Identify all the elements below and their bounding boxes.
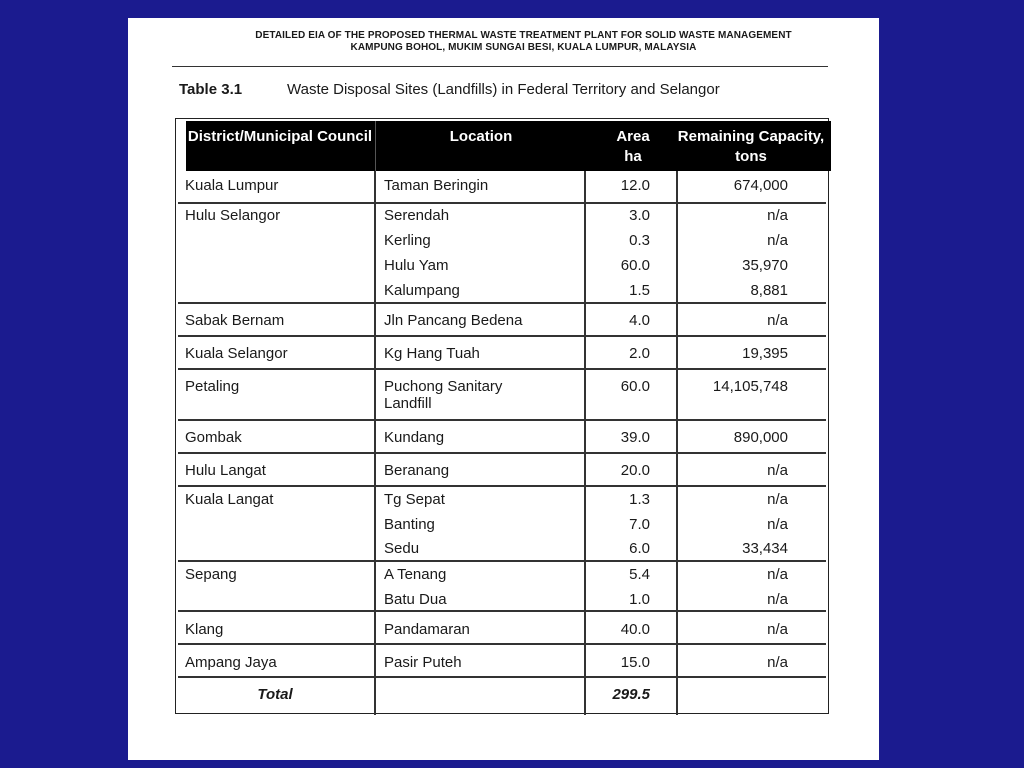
column-header-capacity: Remaining Capacity, tons [677,128,825,165]
location-cell: Kg Hang Tuah [384,345,480,362]
council-cell: Sabak Bernam [185,312,285,329]
location-cell: Kundang [384,429,445,446]
capacity-cell: n/a [767,516,788,533]
row-divider [178,643,826,645]
capacity-cell: n/a [767,232,788,249]
table-title [179,81,720,98]
location-cell: Jln Pancang Bedena [384,312,523,329]
area-cell: 12.0 [620,177,650,194]
council-cell: Kuala Selangor [185,345,288,362]
area-cell: 4.0 [629,312,650,329]
area-cell: 15.0 [620,654,650,671]
area-cell: 1.0 [629,591,650,608]
area-cell: 5.4 [629,566,650,583]
column-header-location: Location [449,128,513,145]
location-cell: Banting [384,516,435,533]
location-cell: Serendah [384,207,450,224]
table-header [186,121,831,171]
area-cell: 1.5 [629,282,650,299]
row-divider [178,485,826,487]
location-cell: Hulu Yam [384,257,449,274]
council-cell: Klang [185,621,224,638]
council-cell: Gombak [185,429,242,446]
capacity-cell: 14,105,748 [712,378,788,395]
location-cell: Puchong Sanitary Landfill [384,378,503,412]
council-cell: Kuala Langat [185,491,274,508]
column-divider [584,171,586,715]
area-cell: 6.0 [629,540,650,557]
column-header-area: Area ha [616,128,650,165]
table-number: Table 3.1 [179,81,243,98]
row-divider [178,302,826,304]
location-cell: A Tenang [384,566,447,583]
report-header-line2: KAMPUNG BOHOL, MUKIM SUNGAI BESI, KUALA LUMPUR, MALAYSIA [350,42,697,53]
document-page [128,18,879,760]
report-header [128,30,879,54]
capacity-cell: n/a [767,591,788,608]
council-cell: Sepang [185,566,237,583]
column-divider [676,171,678,715]
row-divider [178,202,826,204]
area-cell: 60.0 [620,257,650,274]
location-cell: Beranang [384,462,450,479]
capacity-cell: 8,881 [750,282,788,299]
area-cell: 1.3 [629,491,650,508]
capacity-cell: n/a [767,312,788,329]
area-cell: 39.0 [620,429,650,446]
capacity-cell: 890,000 [733,429,788,446]
capacity-cell: 674,000 [733,177,788,194]
header-rule [172,66,828,67]
capacity-cell: n/a [767,491,788,508]
capacity-cell: 19,395 [742,345,788,362]
total-area: 299.5 [612,686,650,703]
table-caption: Waste Disposal Sites (Landfills) in Federal Territory and Selangor [287,81,720,98]
row-divider [178,676,826,678]
area-cell: 3.0 [629,207,650,224]
council-cell: Kuala Lumpur [185,177,279,194]
location-cell: Sedu [384,540,420,557]
area-cell: 7.0 [629,516,650,533]
capacity-cell: n/a [767,207,788,224]
council-cell: Hulu Selangor [185,207,281,224]
area-cell: 2.0 [629,345,650,362]
capacity-cell: n/a [767,566,788,583]
area-cell: 20.0 [620,462,650,479]
row-divider [178,560,826,562]
capacity-cell: n/a [767,654,788,671]
capacity-cell: n/a [767,621,788,638]
capacity-cell: 33,434 [742,540,788,557]
capacity-cell: 35,970 [742,257,788,274]
report-header-line1: DETAILED EIA OF THE PROPOSED THERMAL WASTE TREATMENT PLANT FOR SOLID WASTE MANAGEMENT [255,30,792,41]
row-divider [178,419,826,421]
column-header-council: District/Municipal Council [187,128,373,145]
landfill-table [175,118,829,714]
row-divider [178,452,826,454]
row-divider [178,335,826,337]
location-cell: Pasir Puteh [384,654,462,671]
total-label: Total [257,686,293,703]
council-cell: Hulu Langat [185,462,266,479]
column-divider [374,171,376,715]
location-cell: Kalumpang [384,282,460,299]
council-cell: Ampang Jaya [185,654,277,671]
location-cell: Tg Sepat [384,491,445,508]
row-divider [178,368,826,370]
area-cell: 60.0 [620,378,650,395]
location-cell: Kerling [384,232,431,249]
location-cell: Pandamaran [384,621,470,638]
council-cell: Petaling [185,378,240,395]
row-divider [178,610,826,612]
location-cell: Taman Beringin [384,177,489,194]
capacity-cell: n/a [767,462,788,479]
location-cell: Batu Dua [384,591,447,608]
area-cell: 0.3 [629,232,650,249]
area-cell: 40.0 [620,621,650,638]
